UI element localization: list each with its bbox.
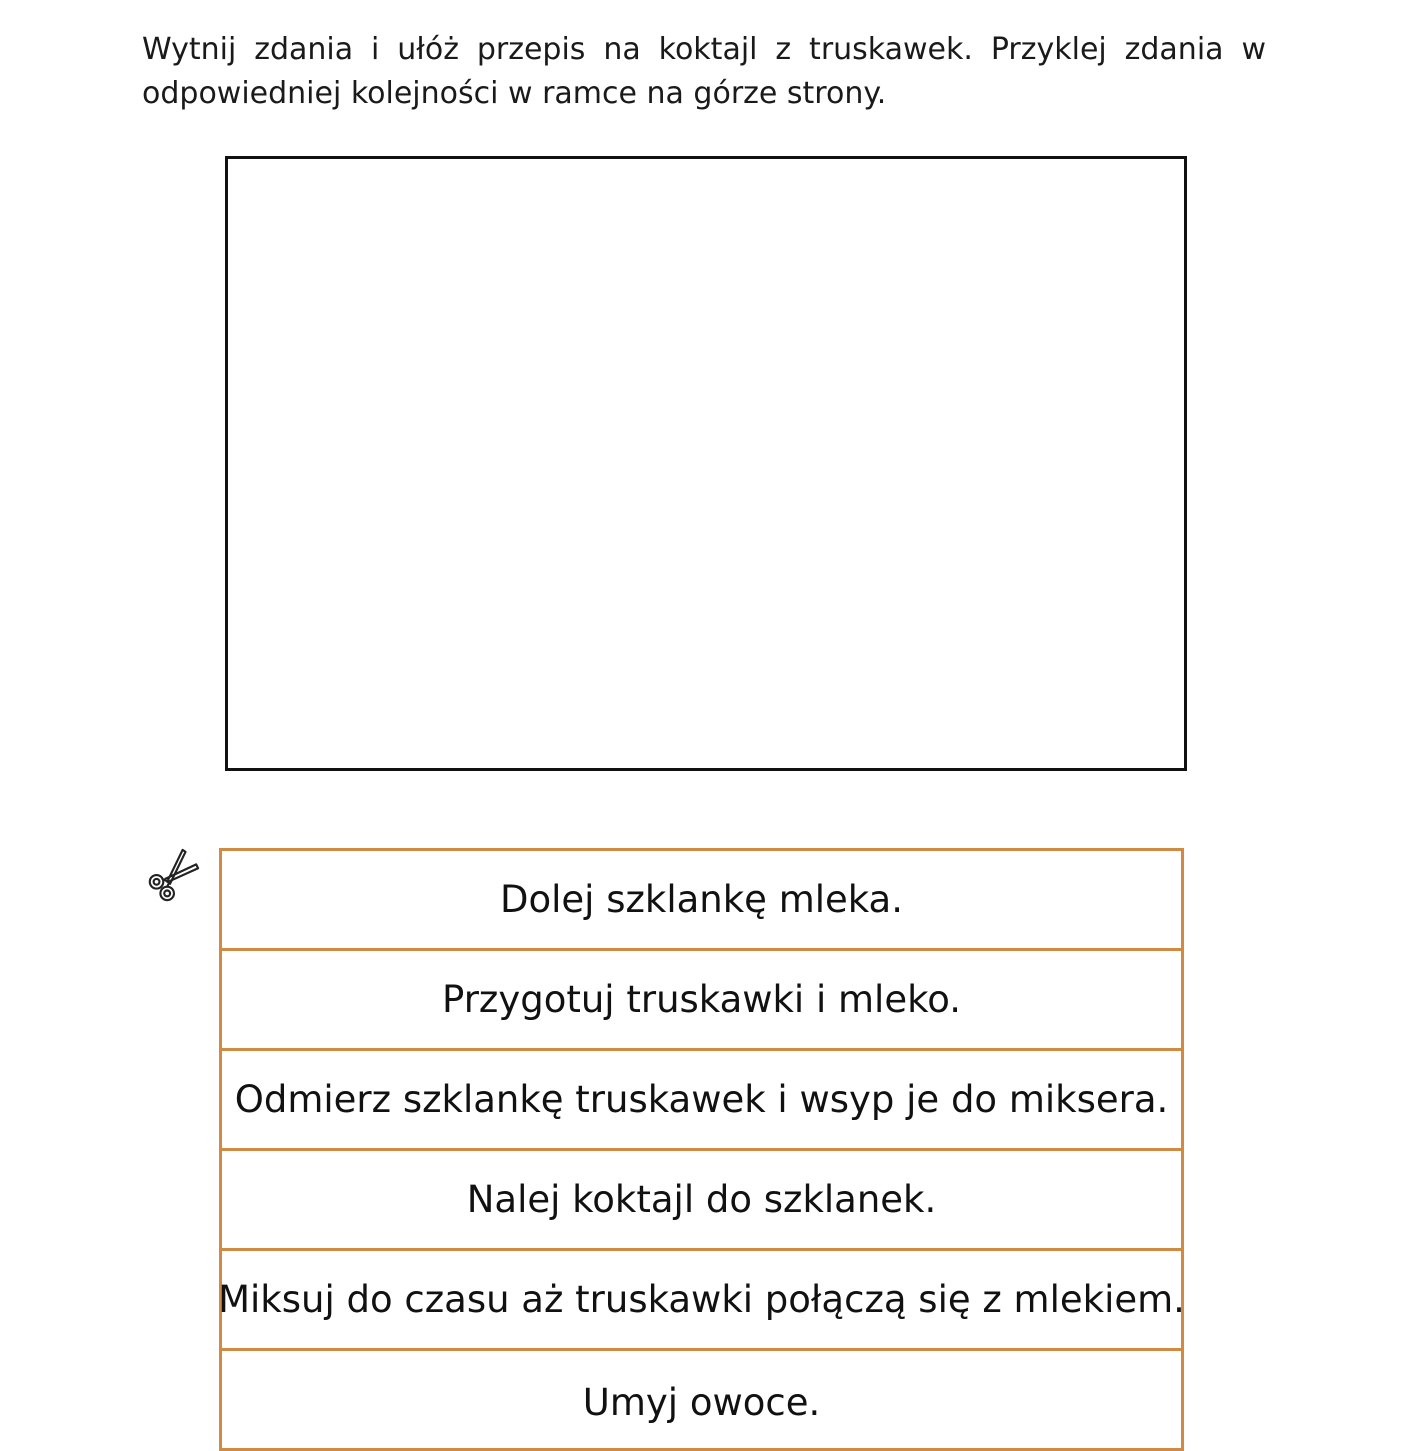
sentence-text: Dolej szklankę mleka. xyxy=(500,878,903,921)
sentence-strip[interactable] xyxy=(219,1048,1184,1151)
sentence-strip[interactable] xyxy=(219,1248,1184,1351)
sentence-strip[interactable] xyxy=(219,1148,1184,1251)
sentence-strip[interactable] xyxy=(219,948,1184,1051)
sentence-strip[interactable] xyxy=(219,1348,1184,1451)
task-instructions: Wytnij zdania i ułóż przepis na koktajl z truskawek. Przyklej zdania w odpowiedniej kolejności w ramce na górze strony. xyxy=(142,32,1266,111)
sentence-strip[interactable] xyxy=(219,848,1184,951)
sentence-text: Miksuj do czasu aż truskawki połączą się z mlekiem. xyxy=(218,1278,1185,1321)
sentence-text: Umyj owoce. xyxy=(582,1381,821,1424)
sentence-text: Odmierz szklankę truskawek i wsyp je do miksera. xyxy=(234,1078,1169,1121)
paste-frame xyxy=(225,156,1187,771)
sentence-text: Przygotuj truskawki i mleko. xyxy=(442,978,961,1021)
sentence-text: Nalej koktajl do szklanek. xyxy=(466,1178,937,1221)
sentence-strips xyxy=(219,848,1184,1451)
scissors-icon xyxy=(143,847,201,905)
